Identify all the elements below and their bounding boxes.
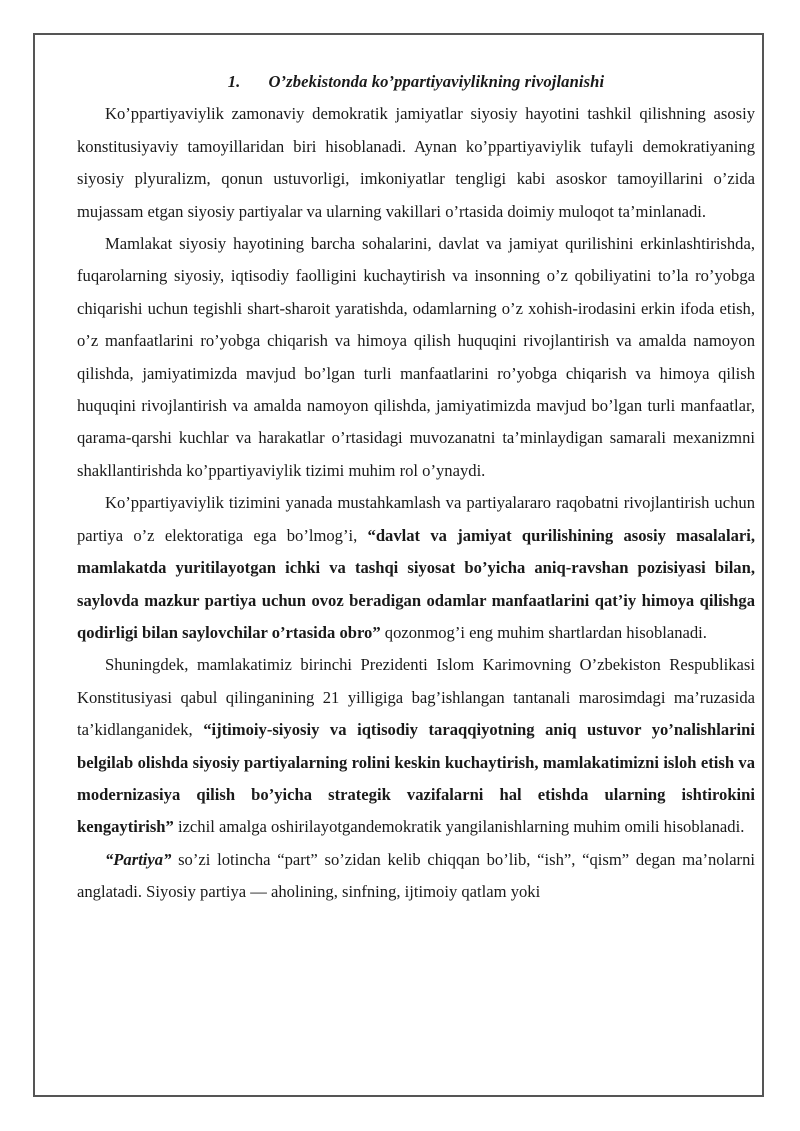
paragraph-1-text: Ko’ppartiyaviylik zamonaviy demokratik jamiyatlar siyosiy hayotini tashkil qilishning asosiy konstitusiyaviy tamoyillaridan biri hisoblanadi. Aynan ko’ppartiyaviylik tufayli demokratiyaning siyosiy plyuralizm, qonun ustuvorligi, imkoniyatlar tengligi kabi asoskor tamoyillarini o’zida mujassam etgan siyosiy partiyalar va ularning vakillari o’rtasida doimiy muloqot ta’minlanadi. <box>77 104 755 221</box>
paragraph-4-text-before: Shuningdek, mamlakatimiz birinchi Prezidenti Islom Karimovning O’zbekiston Respublikasi Konstitusiyasi qabul qilinganining 21 yilligiga bag’ishlangan tantanali marosimdagi ma’ruzasida ta’kidlanganidek, <box>77 655 755 740</box>
section-title: O’zbekistonda ko’ppartiyaviylikning rivojlanishi <box>268 72 605 91</box>
paragraph-4 <box>77 649 755 843</box>
paragraph-4-bold-quote: “ijtimoiy-siyosiy va iqtisodiy taraqqiyotning aniq ustuvor yo’nalishlarini belgilab olishda siyosiy partiyalarning rolini keskin kuchaytirish, mamlakatimizni isloh etish va modernizasiya qilish bo’yicha strategik vazifalarni hal etishda ularning ishtirokini kengaytirish” <box>77 720 755 837</box>
section-number: 1. <box>227 72 241 91</box>
section-heading <box>77 66 755 98</box>
paragraph-3 <box>77 487 755 649</box>
paragraph-3-bold-quote: “davlat va jamiyat qurilishining asosiy masalalari, mamlakatda yuritilayotgan ichki va tashqi siyosat bo’yicha aniq-ravshan pozisiyasi bilan, saylovda mazkur partiya uchun ovoz beradigan odamlar manfaatlarini qat’iy himoya qilishga qodirligi bilan saylovchilar o’rtasida obro” <box>77 525 755 642</box>
paragraph-2 <box>77 228 755 487</box>
paragraph-4-text-after: izchil amalga oshirilayotgandemokratik yangilanishlarning muhim omili hisoblanadi. <box>173 817 745 837</box>
paragraph-5-text-after: so’zi lotincha “part” so’zidan kelib chiqqan bo’lib, “ish”, “qism” degan ma’nolarni anglatadi. Siyosiy partiya — aholining, sinfning, ijtimoiy qatlam yoki <box>77 849 755 902</box>
paragraph-3-text-after: qozonmog’i eng muhim shartlardan hisoblanadi. <box>380 622 707 642</box>
paragraph-1 <box>77 98 755 228</box>
document-body <box>77 66 755 909</box>
paragraph-5-term: “Partiya” <box>105 849 172 869</box>
paragraph-5 <box>77 844 755 909</box>
paragraph-2-text: Mamlakat siyosiy hayotining barcha sohalarini, davlat va jamiyat qurilishini erkinlashtirishda, fuqarolarning siyosiy, iqtisodiy faolligini kuchaytirish va insonning o’z qobiliyatini to’la ro’yobga chiqarishi uchun tegishli shart-sharoit yaratishda, odamlarning o’z xohish-irodasini erkin ifoda etish, o’z manfaatlarini ro’yobga chiqarish va himoya qilish huquqini rivojlantirish va amalda namoyon qilishda, jamiyatimizda mavjud bo’lgan turli manfaatlarini ro’yobga chiqarish va himoya qilish huquqini rivojlantirish va amalda namoyon qilishda, jamiyatimizda mavjud bo’lgan turli manfaatlar, qarama-qarshi kuchlar va harakatlar o’rtasidagi muvozanatni ta’minlaydigan samarali mexanizmni shakllantirishda ko’ppartiyaviylik tizimi muhim rol o’ynaydi. <box>77 234 755 480</box>
paragraph-3-text-before: Ko’ppartiyaviylik tizimini yanada mustahkamlash va partiyalararo raqobatni rivojlantirish uchun partiya o’z elektoratiga ega bo’lmog’i, <box>77 493 755 545</box>
